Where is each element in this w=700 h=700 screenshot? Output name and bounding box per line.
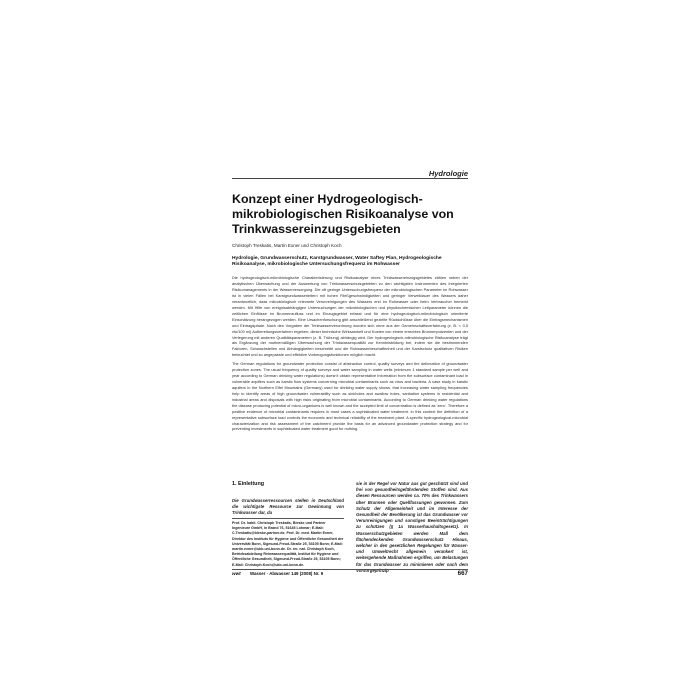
author-affiliations: Prof. Dr. habil. Christoph Treskatis, Bieske und Partner Ingenieure GmbH, In Brand 76, 51645 Lohmar; E-Mail: C.Treskatis@bieske-partner.de. Prof. Dr. med. Martin Exner, Direktor des Instituts für Hygiene und Öffentliche Gesundheit der Universität Bonn, Sigmund-Freud-Straße 25, 53105 Bonn; E-Mail: martin.exner@ukb.uni-bonn.de. Dr. rer. nat. Christoph Koch, Betriebsabteilung Reinwasserqualität, Institut für Hygiene und Öffentliche Gesundheit, Sigmund-Freud-Straße 25, 53105 Bonn; E-Mail: Christoph.Koch@ukb.uni-bonn.de. bbox=[232, 518, 344, 568]
article-authors: Christoph Treskatis, Martin Exner und Christoph Koch bbox=[232, 243, 342, 248]
body-column-left bbox=[232, 498, 344, 517]
footer-rule bbox=[232, 569, 468, 570]
header-rule bbox=[232, 178, 468, 179]
abstract-german: Die hydrogeologisch-mikrobiologische Charakterisierung und Risikoanalyse eines Trinkwassereinzugsgebietes zählen neben der analytischen Überwachung und der Auswertung von Trinkwasserschutzgebieten zu den wichtigsten Instrumenten des integrierten Risikomanagements in der Wasserversorgung. Die oft geringe Untersuchungsfrequenz der mikrobiologischen Parameter im Rohwasser ist in vielen Fällen bei Karstgrundwasserleitern mit hohen Fließgeschwindigkeiten und geringer Verweildauer des Wassers daher verantwortlich, dass mikrobiologisch relevante Verunreinigungen des Wassers erst im Rohwasser oder beim Verbraucher bemerkt werden. Mit Hilfe von ereignisabhängigen Untersuchungen der mikrobiologischen und physikochemischen Leitparameter können die zeitlichen Einflüsse im Brunnenzufluss und im Einzugsgebiet erfasst und für eine hydrogeologisch-mikrobiologisch orientierte Einschätzung herangezogen werden. Eine Ursachenforschung gibt anschließend gezielte Rückschlüsse über die Eintragsmechanismen und Eintragspfade. Nach den Vorgaben der Trinkwasserverordnung wurden sich ohne aus der Gemeinschaftsverfahrung (z. B. < 0,5 cfu/100 ml) Aufbereitungsverfahren ergeben; dieser technische Wirksamkeit und Kosten von einem errechtes Brunnenputzenten und der Verlegerung mit anderen Qualitätsparametern (z. B. Trübung) abhängig wird. Der hydrogeologisch-mikrobiologische Risikoanalyse trägt als Ergänzung der routinemäßigen Überwachung der Trinkwasserqualität zur Kenntnisbildung bei, indem sie die bestimmenden Faktoren, Schwachstellen und Abhängigkeiten beschreibt und die Rohwasserbeschaffenheit und der Karstschutz qualitativen Risiken beleuchtet und so angepasste und effektive Vorbeugungsfunktionen möglich macht. bbox=[232, 275, 468, 358]
body-text-left: Die Grundwasserressourcen stellen in Deutschland die wichtigste Ressource zur Gewinnung von Trinkwasser dar, da bbox=[232, 498, 344, 516]
article-title: Konzept einer Hydrogeologisch-mikrobiologischen Risikoanalyse von Trinkwassereinzugsgebieten bbox=[232, 192, 454, 237]
body-column-right bbox=[356, 481, 468, 574]
article-keywords: Hydrologie, Grundwasserschutz, Karstgrundwasser, Water Saftey Plan, Hydrogeologische Risikoanalyse, mikrobiologische Untersuchungsfrequenz im Rohwasser bbox=[232, 256, 442, 268]
journal-logo: wwt bbox=[232, 571, 241, 576]
body-text-right: sie in der Regel vor Natur aus gut geschützt sind und frei von gesundheitsgefährdenden Stoffen sind. Aus diesen Ressourcen werden ca. 70% des Trinkwassers über Brunnen oder Quellfassungen gewonnen. Zum Schutz der Allgemeinheit und im Interesse der Gesundheit der Bevölkerung ist das Grundwasser vor Verunreinigungen und sonstigen Beeinträchtigungen zu schützen (§ 1a Wasserhaushaltsgesetz). In Wasserschutzgebieten werden Maß dem flächendeckenden Grundwasserschutz Hinaus, welcher in den gesetzlichen Regelungen für Wasser- und Umweltrecht allgemein verankert ist, weitergehende Maßnahmen ergriffen, um Belastungen für das Grundwasser zu minimieren oder nach dem Vorsorgeprinzip bbox=[356, 481, 468, 573]
abstract-english: The German regulations for groundwater protection consist of abstraction control, quality surveys and the delineation of groundwater protection zones. The usual frequency of quality surveys and water sampling in water wells (minimum 1 standard sample per well and year according to German drinking water regulations) doesn't obtain representative information from the subsurface contaminant load in vulnerable aquifers such as karstic flow systems concerning microbial contaminants such as virus and bacteria. A case study in karstic aquifers in the Northern Eifel Mountains (Germany) used for drinking water supply shows, that increasing water sampling frequencies help to identify areas of high groundwater vulnerability such as sinkholes and swallow holes, sanitation systems in residential and industrial areas and disposals with high risks originating from microbial contaminants. According to German drinking water regulations the disease producing potential of micro-organisms is well known and the accepted limit of concentration is defined as 'zero'. Therefore a positive evidence of microbial contaminants requires in most cases a sophisticated water treatment. In this context the definition of a representative subsurface load controls the economic and technical reliability of the treatment plant. A specific hydrogeological-microbial characterization and risk assessment of the catchment provide the basis for an advanced groundwater protection strategy and for preventing investments in sophisticated water treatment good for nothing. bbox=[232, 361, 468, 432]
journal-citation: Wasser · Abwasser 149 (2008) Nr. 9 bbox=[250, 571, 324, 576]
section-heading: 1. Einleitung bbox=[232, 481, 265, 487]
page-number: 667 bbox=[457, 570, 468, 577]
section-tag: Hydrologie bbox=[428, 169, 468, 178]
